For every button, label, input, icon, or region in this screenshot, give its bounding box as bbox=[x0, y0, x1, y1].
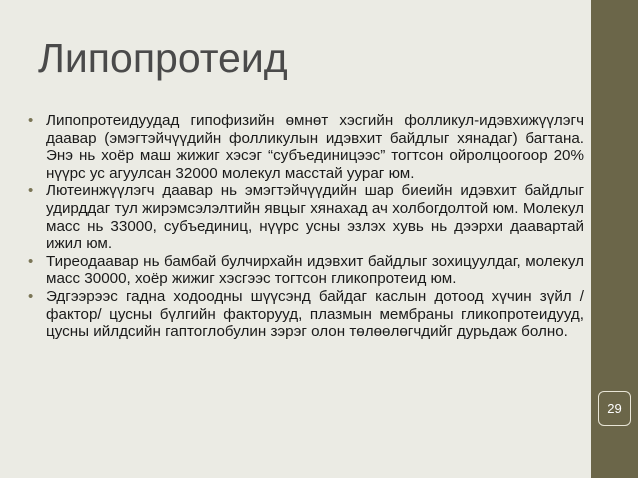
bullet-dot-icon: • bbox=[28, 112, 34, 129]
bullet-text-1: Липопротеидуудад гипофизийн өмнөт хэсгийн фолликул-идэвхижүүлэгч даавар (эмэгтэйчүүдийн фолликулын идэвхит байдлыг хянадаг) багтана. Энэ нь хоёр маш жижиг хэсэг “субъединицээс” тогтсон ойролцоогоор 20% нүүрс ус агуулсан 32000 молекул масстай уураг юм. bbox=[46, 112, 584, 182]
slide-title: Липопротеид bbox=[38, 35, 288, 81]
bullet-text-2: Лютеинжүүлэгч даавар нь эмэгтэйчүүдийн шар биеийн идэвхит байдлыг удирддаг тул жирэмсэлэлтийн явцыг хянахад ач холбогдолтой юм. Молекул масс нь 33000, субъединиц, нүүрс усны эзлэх хувь нь дээрхи даавартай ижил юм. bbox=[46, 182, 584, 253]
bullet-item-4 bbox=[28, 288, 584, 341]
bullet-dot-icon: • bbox=[28, 252, 34, 270]
bullet-item-2 bbox=[28, 182, 584, 252]
bullet-text-3: Тиреодаавар нь бамбай булчирхайн идэвхит байдлыг зохицуулдаг, молекул масс 30000, хоёр жижиг хэсгээс тогтсон гликопротеид юм. bbox=[46, 252, 584, 288]
bullet-item-1 bbox=[28, 112, 584, 182]
bullet-dot-icon: • bbox=[28, 182, 34, 200]
side-bar bbox=[591, 0, 638, 478]
bullet-dot-icon: • bbox=[28, 287, 34, 305]
bullet-item-3 bbox=[28, 253, 584, 288]
bullet-text-4: Эдгээрээс гадна ходоодны шүүсэнд байдаг каслын дотоод хүчин зүйл /фактор/ цусны бүлгийн факторууд, плазмын мембраны гликопротеидууд, цусны ийлдсийн гаптоглобулин зэрэг олон төлөөлөгчдийг дурьдаж болно. bbox=[46, 287, 584, 341]
page-number-badge: 29 bbox=[598, 391, 631, 426]
bullet-list bbox=[28, 112, 584, 341]
